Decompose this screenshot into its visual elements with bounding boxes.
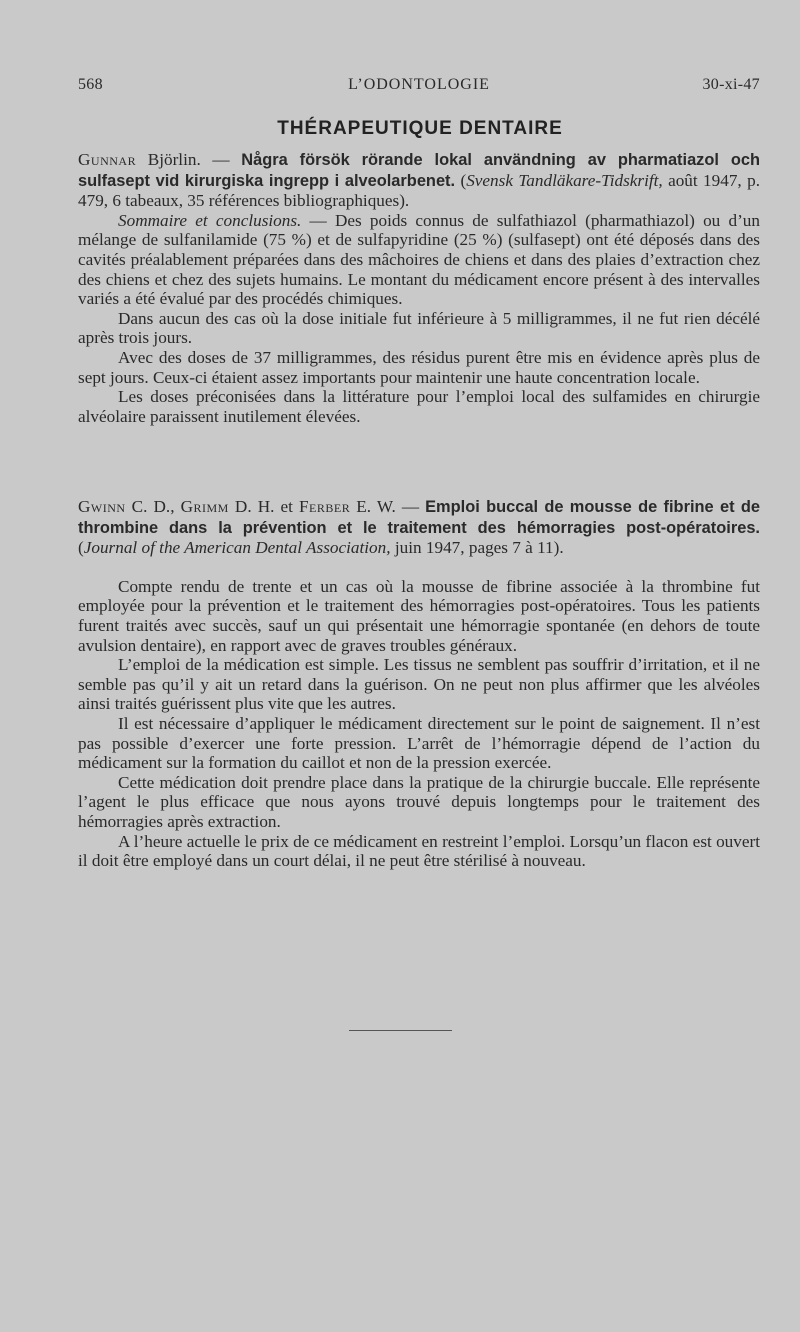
running-header [78,76,760,98]
end-rule [349,1030,452,1031]
author-name: Ferber [298,497,351,516]
paragraph: L’emploi de la médication est simple. Les tissus ne semblent pas souffrir d’irritation, et il ne semble pas qu’il y ait un retard dans la guérison. On ne peut non plus affirmer que les alvéoles ainsi traités guérissent plus vite que les autres. [78,655,760,714]
paragraph: Avec des doses de 37 milligrammes, des résidus purent être mis en évidence après plus de sept jours. Ceux-ci étaient assez importants pour maintenir une haute concentration locale. [78,347,760,387]
author-name: Grimm [180,497,229,516]
paragraph: Compte rendu de trente et un cas où la mousse de fibrine associée à la thrombine fut employée pour la prévention et le traitement des hémorragies post-opératoires. Tous les patients furent traités avec succès, sauf un qui présentait une hémorragie spontanée (en dehors de toute avulsion dentaire), en rapport avec de graves troubles généraux. [78,576,760,655]
journal-title: L’ODONTOLOGIE [348,76,490,93]
source-journal: Svensk Tandläkare-Tidskrift, [466,170,663,190]
author-name: Gwinn [78,497,126,516]
summary-paragraph: Sommaire et conclusions. — Des poids connus de sulfathiazol (pharmathiazol) ou d’un mélange de sulfanilamide (75 %) et de sulfapyridine (25 %) (sulfasept) ont été déposés dans des cavités préalablement préparées dans des mâchoires de chiens et dans des plaies d’extraction chez des chiens et chez des sujets humains. Le montant du médicament encore présent à des intervalles variés a été évalué par des procédés chimiques. [78,210,760,309]
article-reference: Gunnar Björlin. — Några försök rörande lokal användning av pharmatiazol och sulfasept vid kirurgiska ingrepp i alveolarbenet. (Svensk Tandläkare-Tidskrift, août 1947, p. 479, 6 tabeaux, 35 références bibliographiques). [78,150,761,211]
page-number: 568 [78,76,103,93]
author-name: Gunnar [78,150,137,169]
paragraph: Il est nécessaire d’appliquer le médicament directement sur le point de saignement. Il n’est pas possible d’exercer une forte pression. L’arrêt de l’hémorragie dépend de l’action du médicament sur la formation du caillot et non de la pression exercée. [78,713,760,773]
article-gwinn [78,497,760,871]
paragraph: Les doses préconisées dans la littérature pour l’emploi local des sulfamides en chirurgie alvéolaire paraissent inutilement élevées. [78,387,760,426]
summary-label: Sommaire et conclusions. [118,210,302,230]
paragraph: Dans aucun des cas où la dose initiale fut inférieure à 5 milligrammes, il ne fut rien décélé après trois jours. [78,308,760,348]
source-journal: Journal of the American Dental Association, [83,538,391,558]
article-title: Några försök rörande lokal användning av pharmatiazol och sulfasept vid kirurgiska ingrepp i alveolarbenet. [78,151,760,190]
paragraph: A l’heure actuelle le prix de ce médicament en restreint l’emploi. Lorsqu’un flacon est ouvert il doit être employé dans un court délai, il ne peut être stérilisé à nouveau. [78,831,760,871]
section-title: THÉRAPEUTIQUE DENTAIRE [277,118,563,139]
spacer [78,558,760,577]
paragraph: Cette médication doit prendre place dans la pratique de la chirurgie buccale. Elle représente l’agent le plus efficace que nous ayons trouvé depuis longtemps pour le traitement des hémorragies après extraction. [78,772,760,831]
article-bjorlin [78,150,760,426]
issue-date: 30-xi-47 [702,76,760,93]
article-reference: Gwinn C. D., Grimm D. H. et Ferber E. W. — Emploi buccal de mousse de fibrine et de thrombine dans la prévention et le traitement des hémorragies post-opératoires. (Journal of the American Dental Association, juin 1947, pages 7 à 11). [78,497,760,558]
article-title: Emploi buccal de mousse de fibrine et de thrombine dans la prévention et le traitement des hémorragies post-opératoires. [78,498,760,537]
